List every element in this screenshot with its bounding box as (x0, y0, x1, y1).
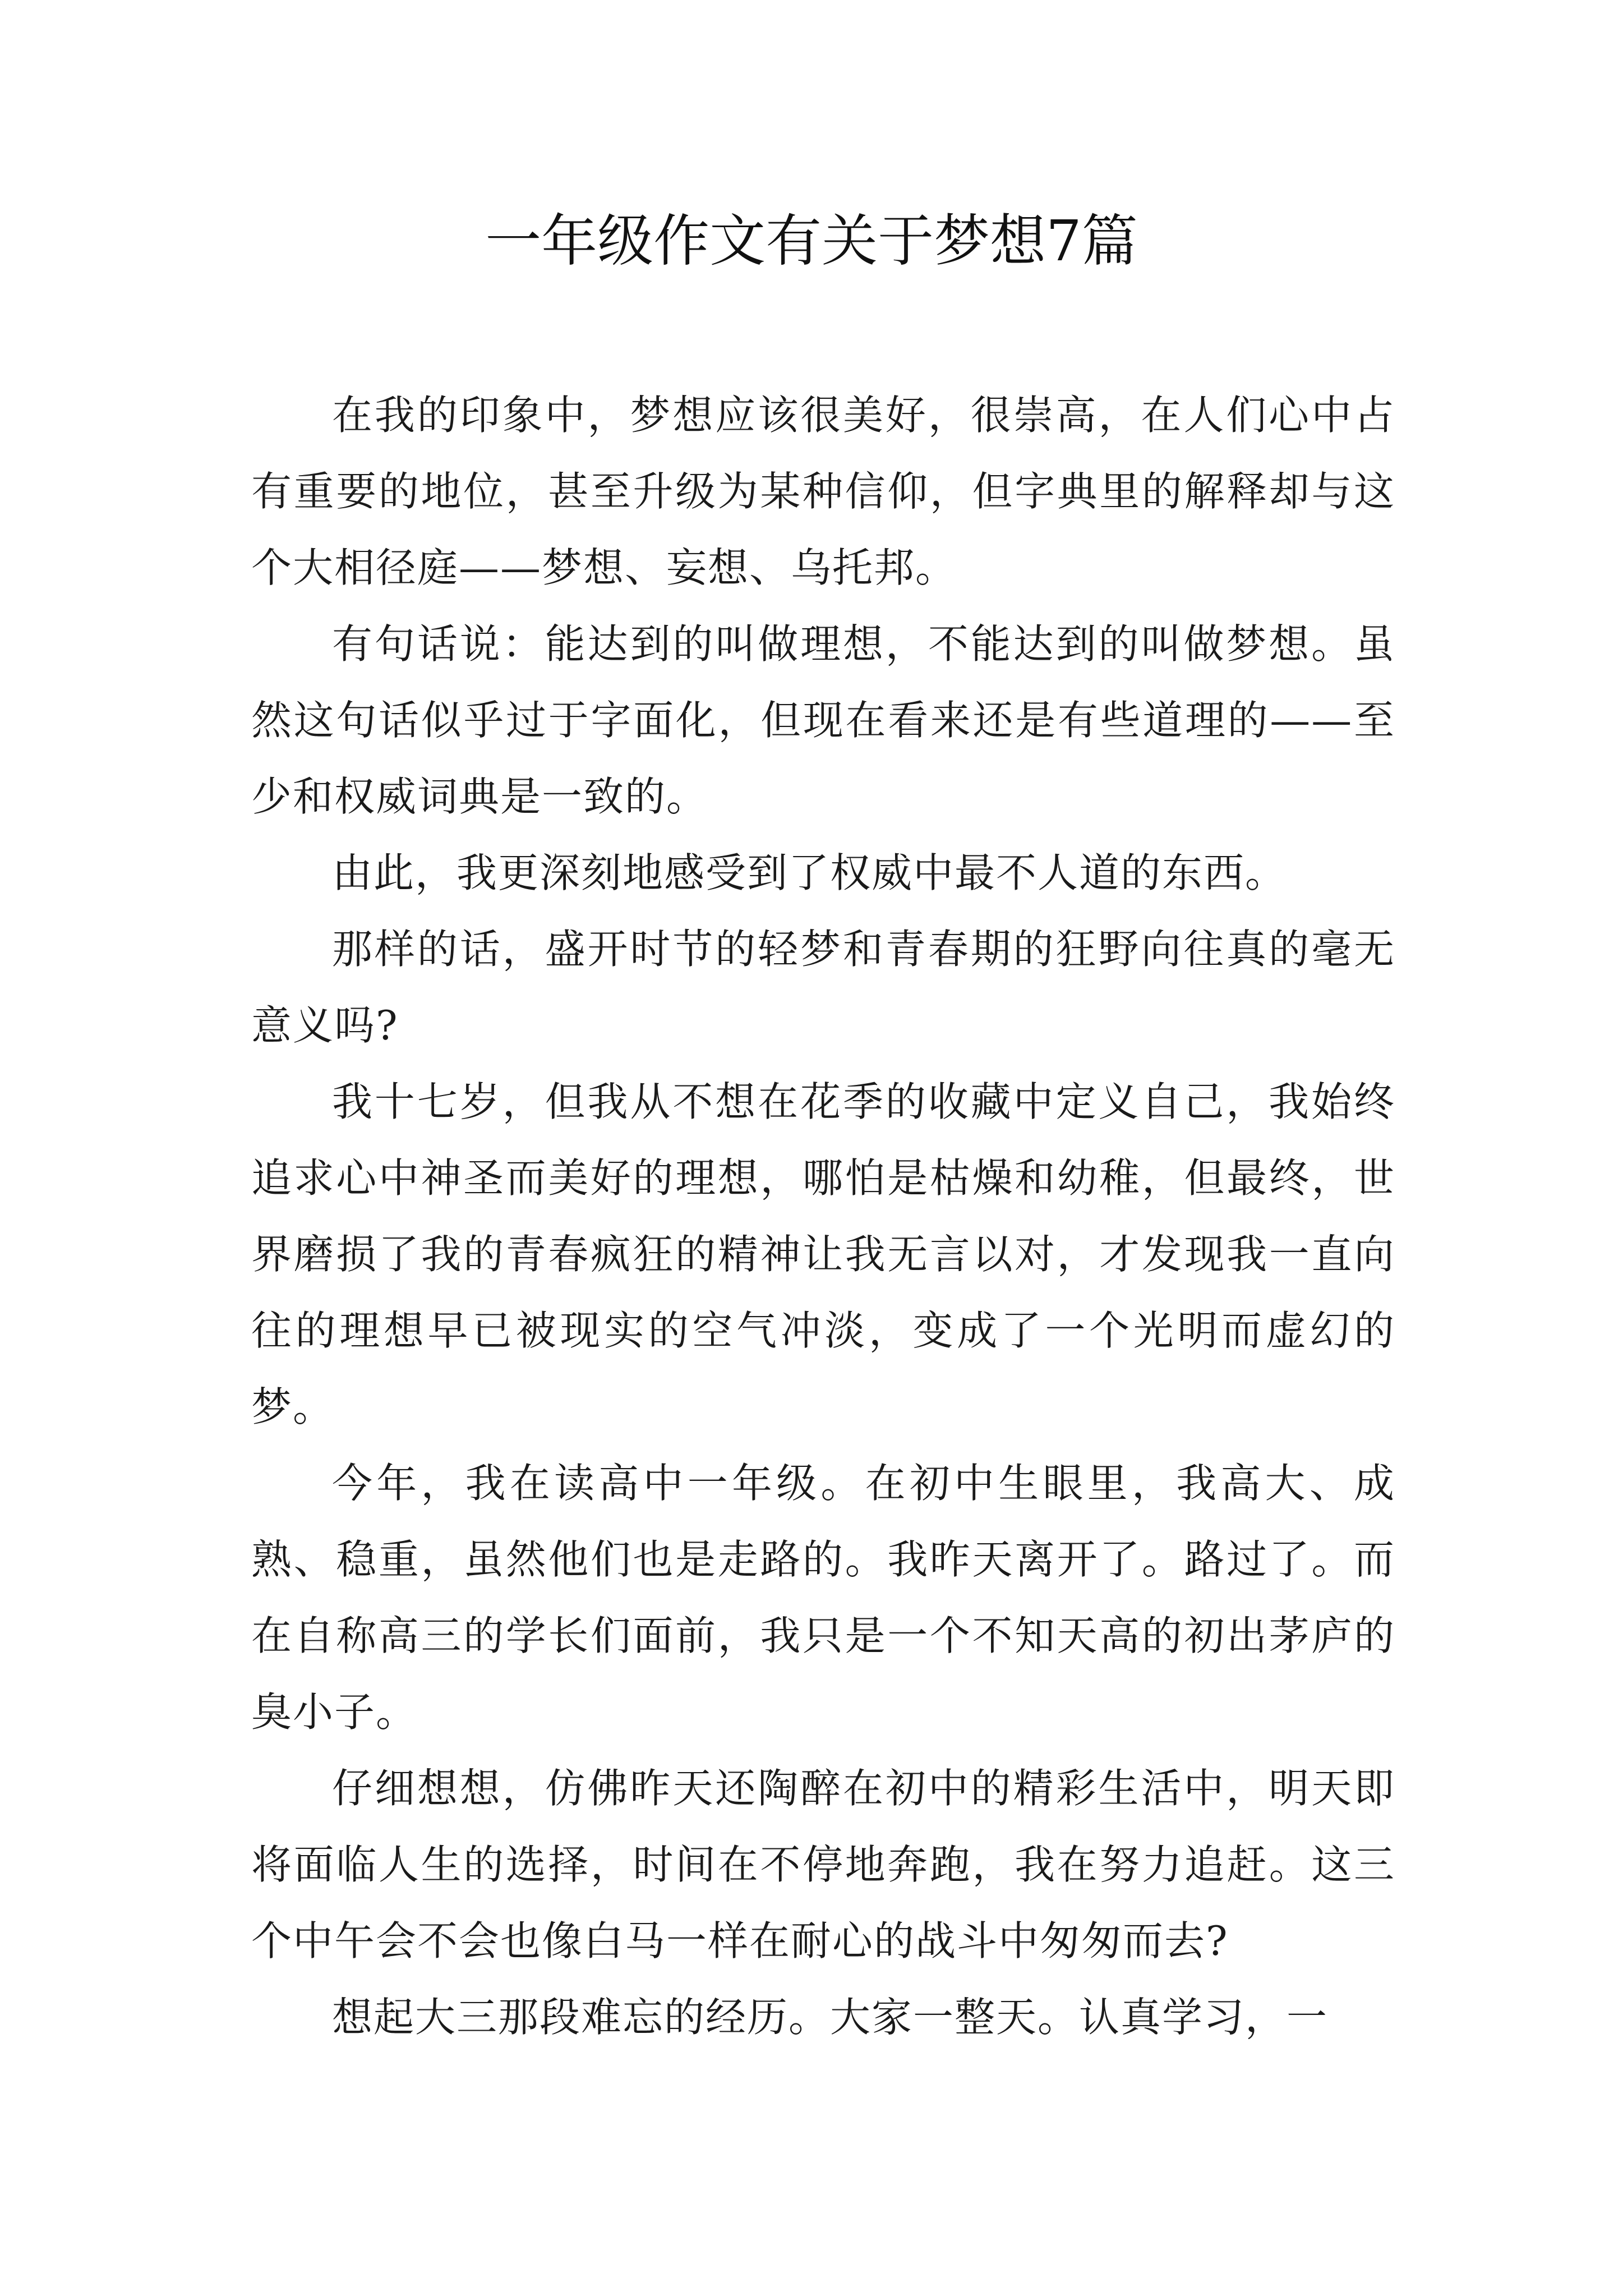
document-title: 一年级作文有关于梦想7篇 (485, 208, 1138, 274)
paragraph: 仔细想想，仿佛昨天还陶醉在初中的精彩生活中，明天即将面临人生的选择，时间在不停地奔跑，我在努力追赶。这三个中午会不会也像白马一样在耐心的战斗中匆匆而去? (251, 1765, 1395, 1964)
document-body (251, 377, 1395, 2055)
paragraph: 今年，我在读高中一年级。在初中生眼里，我高大、成熟、稳重，虽然他们也是走路的。我昨天离开了。路过了。而在自称高三的学长们面前，我只是一个不知天高的初出茅庐的臭小子。 (251, 1460, 1395, 1736)
paragraph: 我十七岁，但我从不想在花季的收藏中定义自己，我始终追求心中神圣而美好的理想，哪怕是枯燥和幼稚，但最终，世界磨损了我的青春疯狂的精神让我无言以对，才发现我一直向往的理想早已被现实的空气冲淡，变成了一个光明而虚幻的梦。 (251, 1078, 1395, 1430)
paragraph: 由此，我更深刻地感受到了权威中最不人道的东西。 (332, 849, 1287, 896)
paragraph: 在我的印象中，梦想应该很美好，很崇高，在人们心中占有重要的地位，甚至升级为某种信仰，但字典里的解释却与这个大相径庭——梦想、妄想、乌托邦。 (251, 392, 1395, 591)
paragraph: 想起大三那段难忘的经历。大家一整天。认真学习，一 (332, 1994, 1329, 2041)
paragraph: 有句话说：能达到的叫做理想，不能达到的叫做梦想。虽然这句话似乎过于字面化，但现在看来还是有些道理的——至少和权威词典是一致的。 (251, 620, 1395, 820)
paragraph: 那样的话，盛开时节的轻梦和青春期的狂野向往真的毫无意义吗? (251, 926, 1395, 1049)
